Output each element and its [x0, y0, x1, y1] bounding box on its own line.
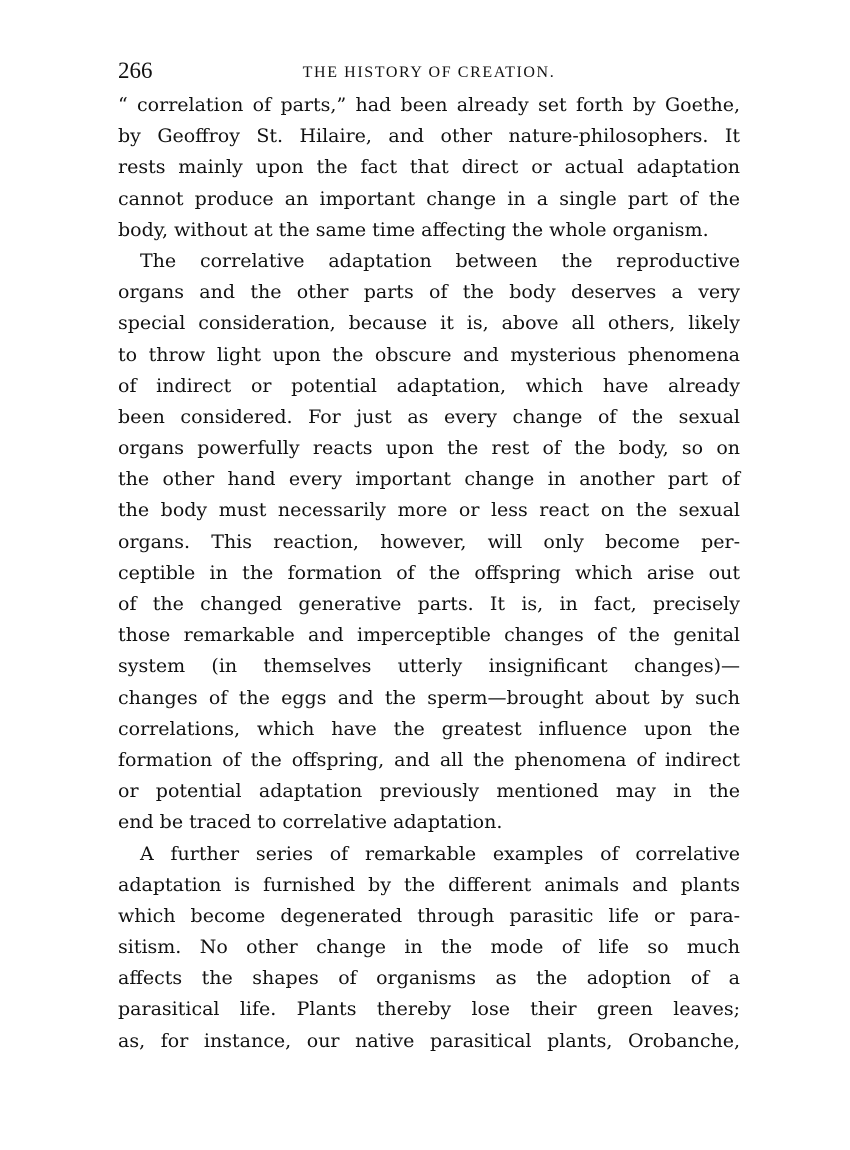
paragraph-3 [118, 839, 740, 1057]
text-line: ceptible in the formation of the offspring which arise out [118, 561, 740, 584]
text-line: sitism. No other change in the mode of life so much [118, 936, 740, 959]
running-title: THE HISTORY OF CREATION. [302, 64, 556, 81]
text-line: as, for instance, our native parasitical plants, Orobanche, [118, 1029, 740, 1052]
book-page [118, 56, 740, 1057]
text-line: organs and the other parts of the body deserves a very [118, 281, 740, 304]
text-line: to throw light upon the obscure and mysterious phenomena [118, 343, 740, 366]
page-number: 266 [118, 58, 153, 83]
text-line: formation of the offspring, and all the phenomena of indirect [118, 748, 740, 771]
text-line: of indirect or potential adaptation, which have already [118, 374, 740, 397]
text-line: A further series of remarkable examples of correlative [140, 842, 740, 865]
text-line: end be traced to correlative adaptation. [118, 811, 503, 834]
text-line: “ correlation of parts,” had been already set forth by Goethe, [118, 94, 740, 116]
text-line: the body must necessarily more or less react on the sexual [118, 499, 740, 522]
text-line: or potential adaptation previously mentioned may in the [118, 780, 740, 803]
text-line: adaptation is furnished by the different animals and plants [118, 873, 740, 896]
text-line: special consideration, because it is, above all others, likely [118, 312, 740, 335]
text-line: system (in themselves utterly insignificant changes)— [118, 655, 740, 678]
page-header [118, 56, 740, 90]
text-line: organs. This reaction, however, will only become per- [118, 530, 740, 553]
text-line: parasitical life. Plants thereby lose their green leaves; [118, 998, 740, 1021]
text-line: cannot produce an important change in a single part of the [118, 187, 740, 210]
text-line: changes of the eggs and the sperm—brought about by such [118, 686, 740, 709]
text-line: by Geoffroy St. Hilaire, and other nature-philosophers. It [118, 125, 740, 148]
text-line: rests mainly upon the fact that direct or actual adaptation [118, 156, 740, 179]
text-line: which become degenerated through parasitic life or para- [118, 904, 740, 927]
text-line: body, without at the same time affecting the whole organism. [118, 218, 709, 241]
text-line: The correlative adaptation between the reproductive [140, 249, 740, 272]
paragraph-2 [118, 246, 740, 839]
text-line: been considered. For just as every change of the sexual [118, 405, 740, 428]
text-line: correlations, which have the greatest influence upon the [118, 717, 740, 740]
text-line: the other hand every important change in another part of [118, 468, 740, 491]
text-line: affects the shapes of organisms as the adoption of a [118, 967, 740, 990]
text-line: those remarkable and imperceptible changes of the genital [118, 624, 740, 647]
text-line: of the changed generative parts. It is, in fact, precisely [118, 593, 740, 615]
paragraph-1 [118, 90, 740, 246]
text-line: organs powerfully reacts upon the rest of the body, so on [118, 437, 740, 460]
